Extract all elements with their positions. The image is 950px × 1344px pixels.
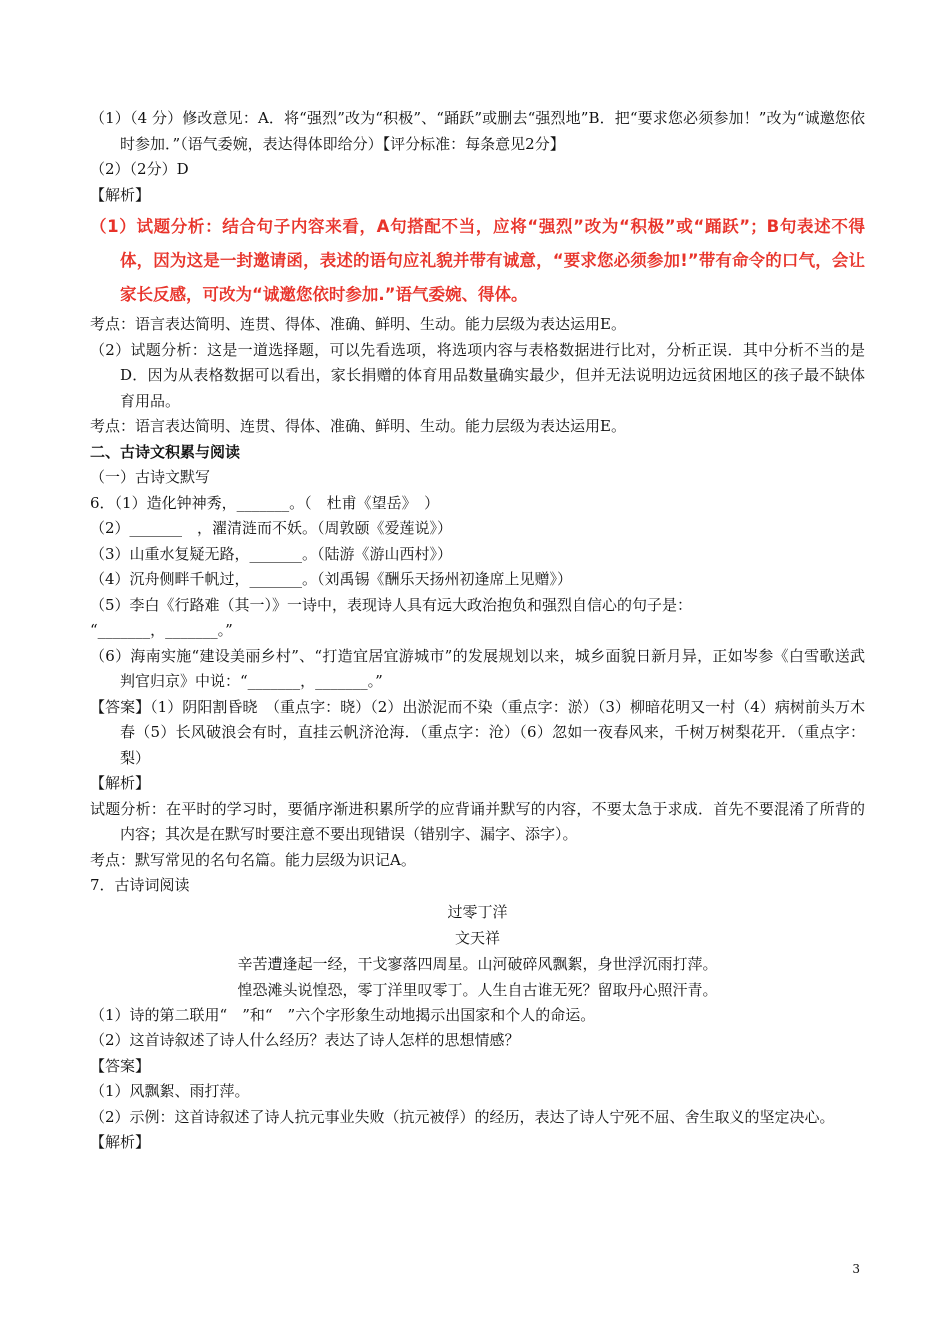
- poem-title: 过零丁洋: [447, 902, 508, 921]
- section-2-subheading: （一）古诗文默写: [90, 468, 211, 486]
- q5-kaodian-2: 考点：语言表达简明、连贯、得体、准确、鲜明、生动。能力层级为表达运用E。: [90, 417, 626, 435]
- q7-answer-2: （2）示例：这首诗叙述了诗人抗元事业失败（抗元被俘）的经历，表达了诗人宁死不屈、舍生取义的坚定决心。: [90, 1107, 835, 1126]
- q5-answer-part1: （1）（4 分）修改意见：A．将“强烈”改为“积极”、“踊跃”或删去“强烈地”B．把“要求您必须参加！”改为“诚邀您依时参加．”（语气委婉，表达得体即给分）【评分标准：每条意见2分】: [90, 109, 865, 153]
- poem-line-1: 辛苦遭逢起一经，干戈寥落四周星。山河破碎风飘絮，身世浮沉雨打萍。: [237, 954, 718, 973]
- q6-jiexi-label: 【解析】: [90, 774, 151, 792]
- q5-jiexi-label: 【解析】: [90, 185, 151, 204]
- q6-item-1: 6．（1）造化钟神秀，_______。（ 杜甫《望岳》 ）: [90, 493, 440, 512]
- q7-question-2: （2）这首诗叙述了诗人什么经历？表达了诗人怎样的思想情感？: [90, 1031, 520, 1049]
- q6-item-4: （4）沉舟侧畔千帆过，_______。（刘禹锡《酬乐天扬州初逢席上见赠》）: [90, 570, 573, 588]
- section-2-heading: 二、古诗文积累与阅读: [90, 442, 241, 461]
- q6-item-2: （2）_______ ，濯清涟而不妖。（周敦颐《爱莲说》）: [90, 519, 453, 537]
- q5-kaodian-1: 考点：语言表达简明、连贯、得体、准确、鲜明、生动。能力层级为表达运用E。: [90, 315, 626, 333]
- q6-item-5: （5）李白《行路难（其一）》一诗中，表现诗人具有远大政治抱负和强烈自信心的句子是：: [90, 595, 693, 614]
- q7-answer-1: （1）风飘絮、雨打萍。: [90, 1082, 250, 1100]
- q6-analysis: 试题分析：在平时的学习时，要循序渐进积累所学的应背诵并默写的内容，不要太急于求成．首先不要混淆了所背的内容；其次是在默写时要注意不要出现错误（错别字、漏字、添字）。: [90, 799, 865, 843]
- q6-item-3: （3）山重水复疑无路，_______。（陆游《游山西村》）: [90, 544, 453, 563]
- q6-answer: 【答案】（1）阴阳割昏晓 （重点字：晓）（2）出淤泥而不染（重点字：淤）（3）柳暗花明又一村（4）病树前头万木春（5）长风破浪会有时，直挂云帆济沧海．（重点字：沧）（6）忽如一夜春风来，千树万树梨花开．（重点字：梨）: [90, 697, 865, 767]
- document-body: [90, 106, 865, 1156]
- q6-item-6: （6）海南实施“建设美丽乡村”、“打造宜居宜游城市”的发展规划以来，城乡面貌日新月异，正如岑参《白雪歌送武判官归京》中说：“_______，_______。”: [90, 646, 865, 690]
- q6-item-5-blanks: “_______，_______。”: [90, 621, 233, 639]
- q5-analysis-1-highlight: （1）试题分析：结合句子内容来看，A句搭配不当，应将“强烈”改为“积极”或“踊跃”；B句表述不得体，因为这是一封邀请函，表述的语句应礼貌并带有诚意，“要求您必须参加!”带有命令的口气，会让家长反感，可改为“诚邀您依时参加.”语气委婉、得体。: [90, 217, 865, 304]
- page-number: 3: [852, 1262, 860, 1276]
- q6-kaodian: 考点：默写常见的名句名篇。能力层级为识记A。: [90, 850, 416, 869]
- poem-line-2: 惶恐滩头说惶恐，零丁洋里叹零丁。人生自古谁无死？留取丹心照汗青。: [237, 980, 718, 999]
- poem-author: 文天祥: [454, 928, 500, 947]
- q5-analysis-2: （2）试题分析：这是一道选择题，可以先看选项，将选项内容与表格数据进行比对，分析正误．其中分析不当的是D．因为从表格数据可以看出，家长捐赠的体育用品数量确实最少，但并无法说明边远贫困地区的孩子最不缺体育用品。: [90, 340, 865, 410]
- q5-answer-part2: （2）（2分）D: [90, 160, 189, 178]
- q7-jiexi-label: 【解析】: [90, 1133, 151, 1151]
- q7-question-1: （1）诗的第二联用“ ”和“ ”六个字形象生动地揭示出国家和个人的命运。: [90, 1005, 596, 1024]
- q7-answer-label: 【答案】: [90, 1056, 151, 1075]
- q7-heading: 7．古诗词阅读: [90, 876, 190, 894]
